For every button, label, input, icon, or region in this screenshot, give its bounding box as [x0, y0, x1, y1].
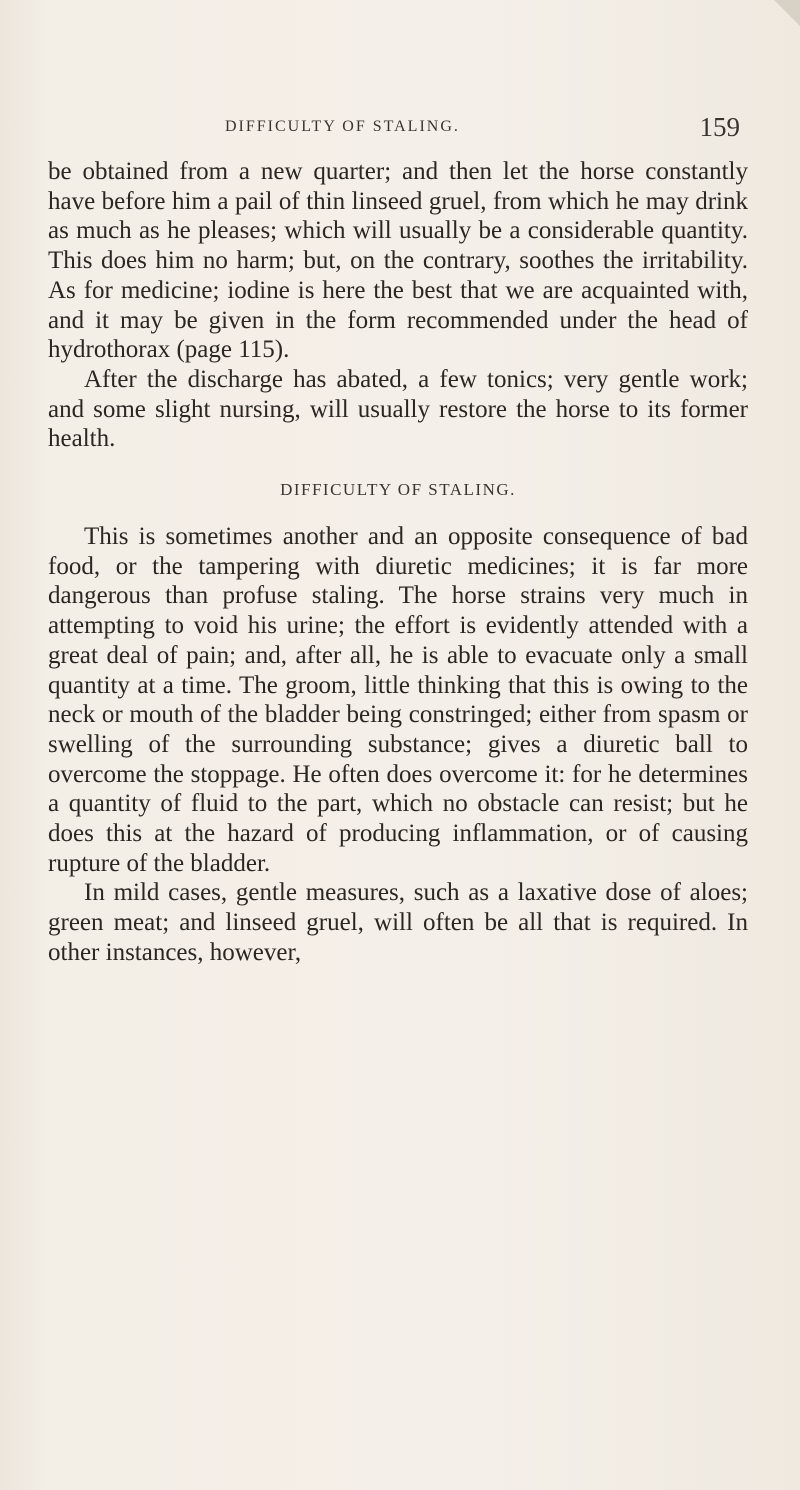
- paragraph-mild-cases: In mild cases, gentle measures, such as a laxative dose of aloes; green meat; and linseed gruel, will often be all that is required. In other instances, however,: [48, 879, 748, 966]
- section-heading: DIFFICULTY OF STALING.: [280, 480, 516, 500]
- paragraph-continued: be obtained from a new quarter; and then let the horse constantly have before him a pail of thin linseed gruel, from which he may drink as much as he pleases; which will usually be a considerable quantity. This does him no harm; but, on the contrary, soothes the irritability. As for medicine; iodine is here the best that we are acquainted with, and it may be given in the form recommended under the head of hydrothorax (page 115).: [48, 158, 748, 364]
- page-number: 159: [699, 112, 740, 142]
- page-header: [0, 112, 800, 148]
- paragraph-after-discharge: After the discharge has abated, a few tonics; very gentle work; and some slight nursing, will usually restore the horse to its former health.: [48, 365, 748, 453]
- body-text: [48, 157, 748, 968]
- paragraph-difficulty-of-staling: This is sometimes another and an opposite consequence of bad food, or the tampering with diuretic medicines; it is far more dangerous than profuse staling. The horse strains very much in attempting to void his urine; the effort is evidently attended with a great deal of pain; and, after all, he is able to evacuate only a small quantity at a time. The groom, little thinking that this is owing to the neck or mouth of the bladder being constringed; either from spasm or swelling of the surrounding substance; gives a diuretic ball to overcome the stoppage. He often does overcome it: for he determines a quantity of fluid to the part, which no obstacle can resist; but he does this at the hazard of producing inflammation, or of causing rupture of the bladder.: [48, 523, 748, 877]
- page-corner-fold: [774, 0, 800, 26]
- running-head: DIFFICULTY OF STALING.: [225, 118, 460, 135]
